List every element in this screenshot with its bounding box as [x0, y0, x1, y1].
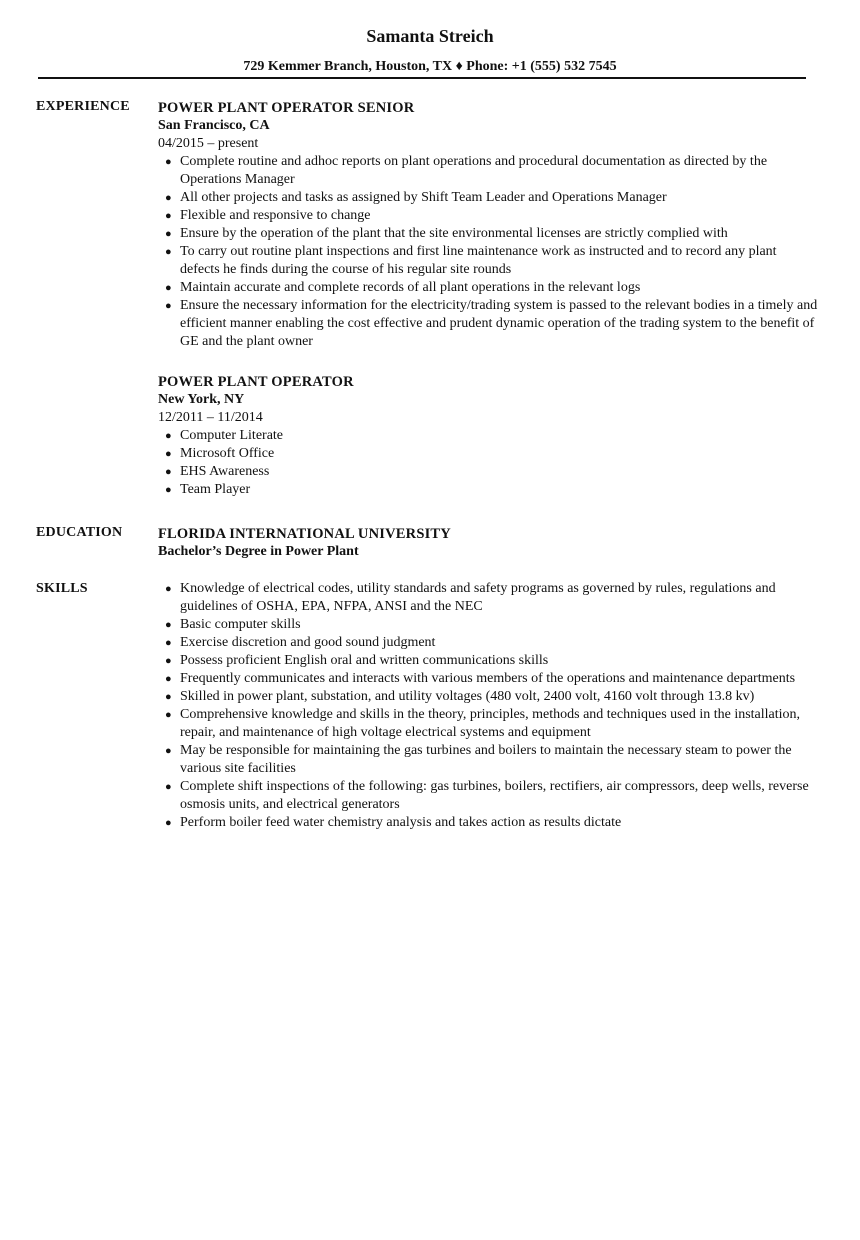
bullet-icon: ● — [165, 673, 172, 685]
list-item: ● Microsoft Office — [165, 446, 275, 461]
list-item: ● All other projects and tasks as assigned by Shift Team Leader and Operations Manager — [165, 190, 667, 205]
bullet-icon: ● — [165, 817, 172, 829]
bullet-icon: ● — [165, 655, 172, 667]
bullet-icon: ● — [165, 709, 172, 721]
job-location: San Francisco, CA — [158, 118, 270, 133]
list-item: ● Ensure the necessary information for the electricity/trading system is passed to the relevant bodies in a timely and efficient manner enabling the cost effective and prudent dynamic operation of the trading system to the benefit of GE and the plant owner — [165, 298, 818, 349]
list-item: ● Complete routine and adhoc reports on plant operations and procedural documentation as directed by the Operations Manager — [165, 154, 768, 187]
bullet-icon: ● — [165, 637, 172, 649]
list-item: ● Ensure by the operation of the plant that the site environmental licenses are strictly complied with — [165, 226, 728, 241]
job-entry — [158, 99, 818, 351]
job-dates: 12/2011 – 11/2014 — [158, 410, 263, 425]
bullet-icon: ● — [165, 300, 172, 312]
list-item: ● Complete shift inspections of the following: gas turbines, boilers, rectifiers, air compressors, deep wells, reverse osmosis units, and electrical generators — [165, 779, 809, 812]
list-item: ● May be responsible for maintaining the gas turbines and boilers to maintain the necessary steam to power the various site facilities — [165, 743, 792, 776]
bullet-icon: ● — [165, 156, 172, 168]
list-item: ● Possess proficient English oral and written communications skills — [165, 653, 549, 668]
section-label-education: EDUCATION — [36, 525, 123, 540]
list-item: ● Comprehensive knowledge and skills in the theory, principles, methods and techniques used in the installation, repair, and maintenance of high voltage electrical systems and equipment — [165, 707, 801, 740]
job-location: New York, NY — [158, 392, 245, 407]
list-item: ● Perform boiler feed water chemistry analysis and takes action as results dictate — [165, 815, 622, 830]
job-entry — [158, 373, 818, 499]
job-bullets — [158, 427, 818, 499]
bullet-icon: ● — [165, 466, 172, 478]
list-item: ● Knowledge of electrical codes, utility standards and safety programs as governed by rules, regulations and guidelines of OSHA, EPA, NFPA, ANSI and the NEC — [165, 581, 776, 614]
school-name: FLORIDA INTERNATIONAL UNIVERSITY — [158, 526, 451, 542]
skills-list — [158, 580, 818, 832]
bullet-icon: ● — [165, 781, 172, 793]
bullet-icon: ● — [165, 619, 172, 631]
bullet-icon: ● — [165, 210, 172, 222]
degree: Bachelor’s Degree in Power Plant — [158, 544, 359, 559]
bullet-icon: ● — [165, 583, 172, 595]
section-label-skills: SKILLS — [36, 581, 88, 596]
bullet-icon: ● — [165, 448, 172, 460]
job-title: POWER PLANT OPERATOR — [158, 374, 354, 390]
bullet-icon: ● — [165, 745, 172, 757]
bullet-icon: ● — [165, 192, 172, 204]
bullet-icon: ● — [165, 228, 172, 240]
section-label-experience: EXPERIENCE — [36, 99, 130, 114]
list-item: ● Flexible and responsive to change — [165, 208, 371, 223]
candidate-name: Samanta Streich — [366, 26, 494, 46]
list-item: ● Computer Literate — [165, 428, 284, 443]
list-item: ● Frequently communicates and interacts with various members of the operations and maintenance departments — [165, 671, 796, 686]
list-item: ● Team Player — [165, 482, 251, 497]
skills-entry — [158, 580, 818, 832]
bullet-icon: ● — [165, 484, 172, 496]
job-bullets — [158, 153, 818, 351]
bullet-icon: ● — [165, 430, 172, 442]
bullet-icon: ● — [165, 282, 172, 294]
bullet-icon: ● — [165, 691, 172, 703]
list-item: ● Exercise discretion and good sound judgment — [165, 635, 436, 650]
list-item: ● Maintain accurate and complete records of all plant operations in the relevant logs — [165, 280, 641, 295]
list-item: ● Skilled in power plant, substation, and utility voltages (480 volt, 2400 volt, 4160 volt through 13.8 kv) — [165, 689, 755, 704]
bullet-icon: ● — [165, 246, 172, 258]
list-item: ● EHS Awareness — [165, 464, 270, 479]
job-dates: 04/2015 – present — [158, 136, 259, 151]
education-entry — [158, 525, 818, 561]
list-item: ● Basic computer skills — [165, 617, 301, 632]
contact-line: 729 Kemmer Branch, Houston, TX ♦ Phone: +1 (555) 532 7545 — [243, 59, 617, 74]
list-item: ● To carry out routine plant inspections and first line maintenance work as instructed and to record any plant defects he finds during the course of his regular site rounds — [165, 244, 777, 277]
job-title: POWER PLANT OPERATOR SENIOR — [158, 100, 415, 116]
header-divider — [38, 77, 806, 79]
